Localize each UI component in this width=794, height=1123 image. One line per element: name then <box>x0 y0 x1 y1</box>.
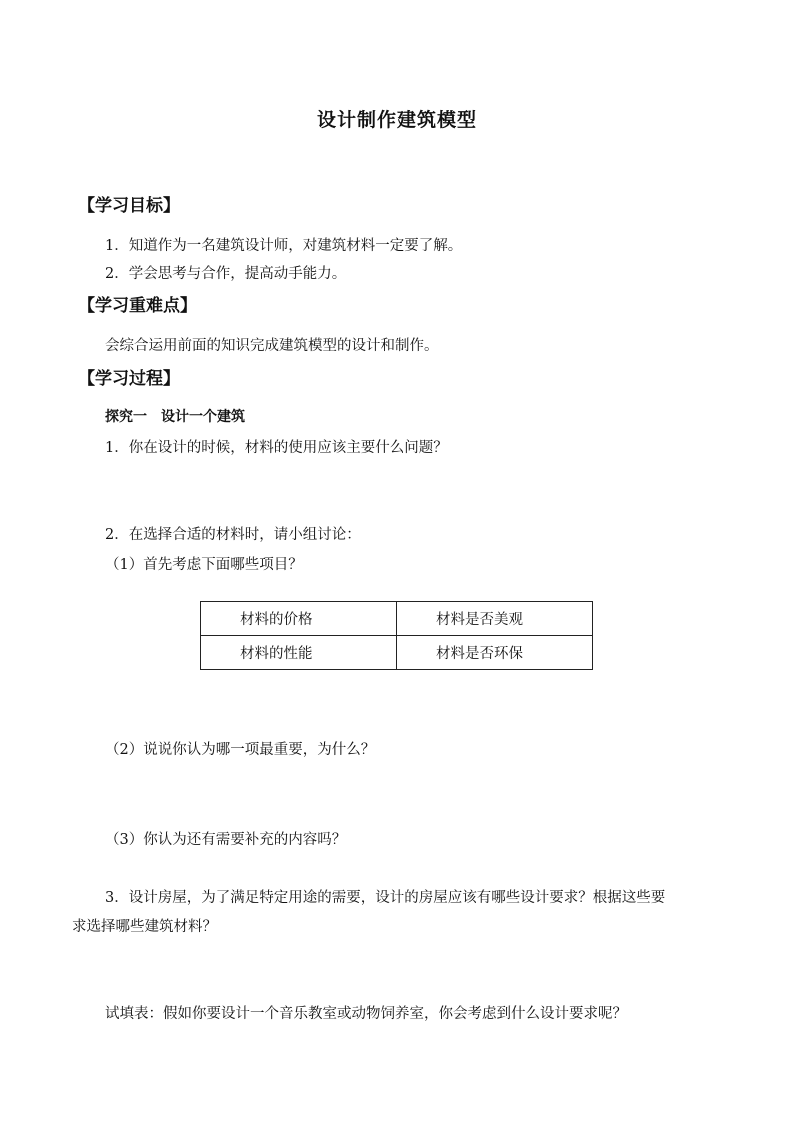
criteria-table <box>200 601 593 670</box>
inquiry-title: 探究一 设计一个建筑 <box>105 409 245 425</box>
section-heading-process: 【学习过程】 <box>78 369 180 389</box>
table-cell: 材料的性能 <box>201 636 397 670</box>
key-points-text: 会综合运用前面的知识完成建筑模型的设计和制作。 <box>105 338 439 354</box>
section-heading-goals: 【学习目标】 <box>78 196 180 216</box>
question-3-line-1: 3．设计房屋，为了满足特定用途的需要，设计的房屋应该有哪些设计要求？根据这些要 <box>105 890 666 906</box>
question-2-1: （1）首先考虑下面哪些项目？ <box>105 557 303 573</box>
question-3-line-2: 求选择哪些建筑材料？ <box>72 919 217 935</box>
table-row <box>201 636 593 670</box>
page-title: 设计制作建筑模型 <box>316 109 477 131</box>
try-fill-prompt: 试填表：假如你要设计一个音乐教室或动物饲养室，你会考虑到什么设计要求呢？ <box>105 1006 627 1022</box>
section-heading-key-points: 【学习重难点】 <box>78 296 197 316</box>
question-2: 2．在选择合适的材料时，请小组讨论： <box>105 527 361 543</box>
question-2-2: （2）说说你认为哪一项最重要，为什么？ <box>105 742 376 758</box>
table-cell: 材料的价格 <box>201 602 397 636</box>
table-cell: 材料是否环保 <box>397 636 593 670</box>
goal-item-2: 2．学会思考与合作，提高动手能力。 <box>105 266 347 282</box>
question-2-3: （3）你认为还有需要补充的内容吗？ <box>105 832 347 848</box>
table-cell: 材料是否美观 <box>397 602 593 636</box>
goal-item-1: 1．知道作为一名建筑设计师，对建筑材料一定要了解。 <box>105 238 463 254</box>
question-1: 1．你在设计的时候，材料的使用应该主要什么问题？ <box>105 440 448 456</box>
table-row <box>201 602 593 636</box>
